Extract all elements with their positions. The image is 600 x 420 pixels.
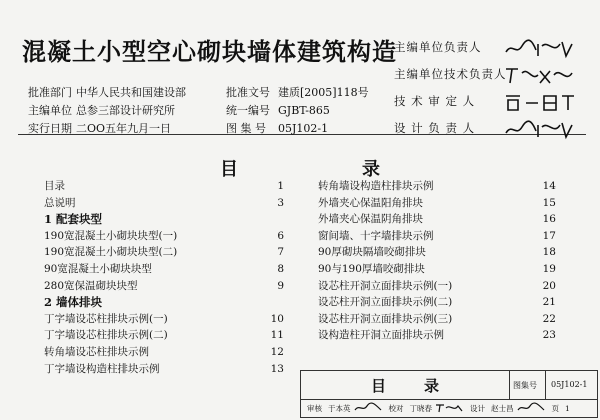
toc-entry-page: 20 bbox=[542, 279, 556, 292]
toc-entry-page: 9 bbox=[277, 279, 284, 292]
handwritten-signature bbox=[353, 402, 383, 414]
toc-entry[interactable] bbox=[318, 211, 556, 228]
page-label: 页 bbox=[551, 403, 559, 413]
toc-entry-title: 丁字墙设构造柱排块示例 bbox=[44, 362, 160, 375]
handwritten-signature bbox=[502, 117, 582, 141]
toc-entry-page: 16 bbox=[542, 213, 556, 226]
toc-entry[interactable] bbox=[44, 327, 284, 344]
signature-label: 主编单位负责人 bbox=[394, 40, 482, 54]
info-value: 中华人民共和国建设部 bbox=[76, 86, 186, 99]
toc-section-title: 1 配套块型 bbox=[44, 212, 103, 227]
toc-entry-page: 11 bbox=[270, 329, 284, 342]
atlas-title: 混凝土小型空心砌块墙体建筑构造 bbox=[22, 37, 397, 66]
title-block bbox=[300, 370, 598, 418]
toc-entry-page: 17 bbox=[542, 229, 556, 242]
toc-entry-title: 90宽混凝土小砌块块型 bbox=[44, 262, 152, 275]
toc-entry[interactable] bbox=[318, 195, 556, 212]
title-block-char: 目 bbox=[370, 376, 386, 395]
signature-label: 设 计 负 责 人 bbox=[394, 121, 476, 135]
toc-heading-char: 录 bbox=[362, 159, 380, 180]
toc-entry-title: 190宽混凝土小砌块块型(二) bbox=[44, 246, 178, 259]
toc-entry-title: 设芯柱开洞立面排块示例(二) bbox=[318, 296, 453, 309]
approval-row bbox=[28, 84, 398, 102]
page-value: 1 bbox=[565, 403, 570, 413]
toc-entry-page: 19 bbox=[542, 262, 556, 275]
toc-entry-page: 12 bbox=[270, 345, 284, 358]
info-key: 图 集 号 bbox=[226, 122, 266, 135]
toc-entry[interactable] bbox=[44, 195, 284, 212]
info-value: 05J102-1 bbox=[278, 122, 329, 135]
toc-section-heading bbox=[44, 294, 284, 311]
toc-entry-page: 7 bbox=[277, 246, 284, 259]
info-value: 总参三部设计研究所 bbox=[76, 104, 175, 117]
info-value: GJBT-865 bbox=[278, 104, 330, 117]
toc-entry-page: 21 bbox=[542, 296, 556, 309]
toc-entry-page: 6 bbox=[277, 229, 284, 242]
signature-label: 主编单位技术负责人 bbox=[394, 67, 507, 81]
toc-heading-char: 目 bbox=[220, 159, 238, 180]
title-block-signoff bbox=[301, 399, 597, 417]
toc-entry[interactable] bbox=[44, 178, 284, 195]
toc-section-heading bbox=[44, 211, 284, 228]
handwritten-signature bbox=[502, 90, 582, 114]
toc-entry-title: 丁字墙设芯柱排块示例(二) bbox=[44, 329, 168, 342]
review-label: 审核 bbox=[307, 403, 322, 413]
toc-entry[interactable] bbox=[44, 344, 284, 361]
signature-row bbox=[394, 61, 582, 88]
toc-entry-title: 设芯柱开洞立面排块示例(三) bbox=[318, 312, 453, 325]
toc-entry[interactable] bbox=[44, 361, 284, 378]
title-block-top bbox=[301, 371, 597, 400]
atlas-header bbox=[18, 14, 586, 135]
toc-entry-title: 设构造柱开洞立面排块示例 bbox=[318, 329, 444, 342]
approval-row bbox=[28, 120, 398, 138]
handwritten-signature bbox=[502, 36, 582, 60]
toc-entry[interactable] bbox=[318, 311, 556, 328]
approval-info bbox=[28, 84, 398, 138]
toc-entry[interactable] bbox=[44, 244, 284, 261]
toc-entry-title: 转角墙设构造柱排块示例 bbox=[318, 180, 434, 192]
proof-label: 校对 bbox=[388, 403, 404, 413]
design-name: 赵士昌 bbox=[491, 403, 514, 413]
toc-entry-page: 13 bbox=[270, 362, 284, 375]
toc-entry-page: 23 bbox=[542, 329, 556, 342]
handwritten-signature bbox=[434, 402, 464, 414]
toc-entry-page: 1 bbox=[277, 180, 284, 192]
toc-entry[interactable] bbox=[318, 327, 556, 344]
title-block-divider bbox=[545, 371, 546, 399]
handwritten-signature bbox=[516, 402, 546, 414]
toc-entry-title: 外墙夹心保温阴角排块 bbox=[318, 213, 423, 226]
approval-row bbox=[28, 102, 398, 120]
toc-entry-title: 总说明 bbox=[44, 196, 76, 209]
info-key: 实行日期 bbox=[28, 122, 72, 135]
title-block-title bbox=[301, 371, 510, 399]
toc-entry[interactable] bbox=[318, 228, 556, 245]
toc-entry[interactable] bbox=[318, 178, 556, 195]
toc-entry-page: 14 bbox=[542, 180, 556, 192]
toc-entry-page: 10 bbox=[270, 312, 284, 325]
info-key: 主编单位 bbox=[28, 104, 72, 117]
toc-entry[interactable] bbox=[44, 261, 284, 278]
signature-label: 技 术 审 定 人 bbox=[394, 94, 476, 108]
toc-entry-page: 8 bbox=[277, 262, 284, 275]
atlas-number-value: 05J102-1 bbox=[551, 380, 588, 389]
toc-entry[interactable] bbox=[44, 278, 284, 295]
toc-entry[interactable] bbox=[318, 261, 556, 278]
toc-entry-title: 90与190厚墙咬砌排块 bbox=[318, 262, 425, 275]
signature-row bbox=[394, 115, 582, 142]
toc-entry-page: 22 bbox=[542, 312, 556, 325]
toc-left-column bbox=[44, 178, 284, 377]
atlas-number-label: 图集号 bbox=[513, 381, 537, 390]
info-key: 批准文号 bbox=[226, 86, 270, 99]
signature-row bbox=[394, 88, 582, 115]
toc-entry-page: 15 bbox=[542, 196, 556, 209]
info-key: 统一编号 bbox=[226, 104, 270, 117]
toc-entry-page: 3 bbox=[277, 196, 284, 209]
design-label: 设计 bbox=[470, 403, 485, 413]
review-name: 于本英 bbox=[328, 403, 351, 413]
signature-row bbox=[394, 34, 582, 61]
toc-entry-title: 转角墙设芯柱排块示例 bbox=[44, 345, 149, 358]
toc-entry-title: 外墙夹心保温阳角排块 bbox=[318, 196, 423, 209]
info-key: 批准部门 bbox=[28, 86, 72, 99]
toc-entry-title: 目录 bbox=[44, 180, 65, 192]
toc-entry-page: 18 bbox=[542, 246, 556, 259]
toc-entry[interactable] bbox=[318, 278, 556, 295]
toc-entry[interactable] bbox=[318, 294, 556, 311]
toc-entry-title: 90厚砌块隔墙咬砌排块 bbox=[318, 246, 426, 259]
toc-entry[interactable] bbox=[44, 311, 284, 328]
toc-entry-title: 窗间墙、十字墙排块示例 bbox=[318, 229, 434, 242]
signature-panel bbox=[394, 34, 582, 142]
toc-section-title: 2 墙体排块 bbox=[44, 295, 103, 310]
title-block-char: 录 bbox=[424, 376, 440, 395]
toc-right-column bbox=[318, 178, 556, 344]
proof-name: 丁晓春 bbox=[409, 403, 432, 413]
info-value: 建质[2005]118号 bbox=[278, 86, 369, 99]
toc-entry-title: 190宽混凝土小砌块块型(一) bbox=[44, 229, 178, 242]
toc-entry[interactable] bbox=[44, 228, 284, 245]
handwritten-signature bbox=[502, 63, 582, 87]
info-value: 二OO五年九月一日 bbox=[76, 122, 172, 135]
toc-entry[interactable] bbox=[318, 244, 556, 261]
toc-entry-title: 280宽保温砌块块型 bbox=[44, 279, 138, 292]
toc-entry-title: 设芯柱开洞立面排块示例(一) bbox=[318, 279, 453, 292]
toc-entry-title: 丁字墙设芯柱排块示例(一) bbox=[44, 312, 168, 325]
